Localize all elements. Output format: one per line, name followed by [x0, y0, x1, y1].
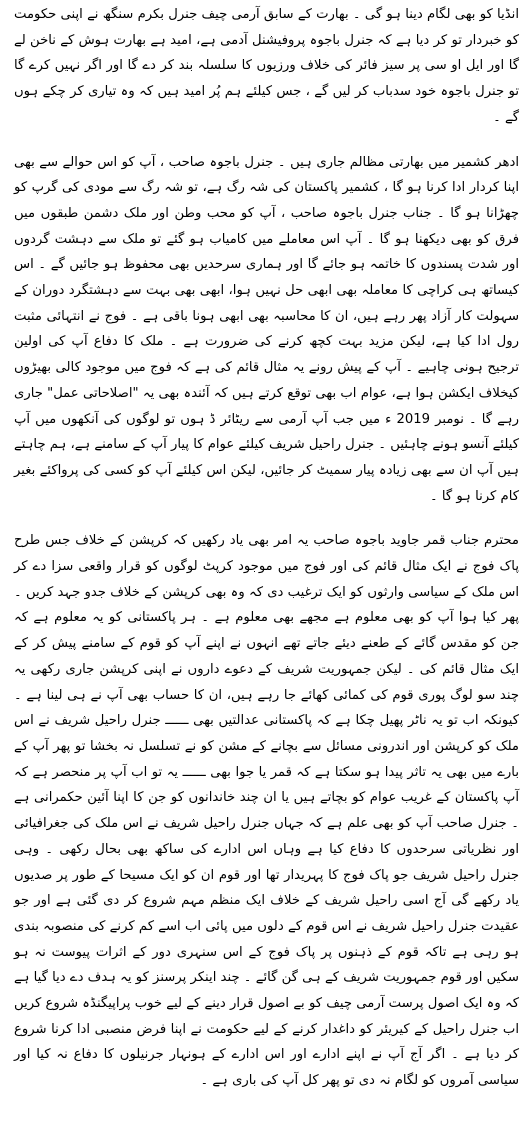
article-paragraph-3: محترم جناب قمر جاوید باجوہ صاحب یہ امر بھی یاد رکھیں کہ کرپشن کے خلاف جس طرح پاک فوج نے ایک مثال قائم کی اور فوج میں موجود کرپٹ لوگوں کو قرار واقعی سزا دے کر اس ملک کے سیاسی وارثوں کو ایک ترغیب دی کہ وہ بھی کرپشن کے خلاف جدو جہد کریں ۔ پھر کیا ہوا آپ کو بھی معلوم ہے مجھے بھی معلوم ہے ۔ ہر پاکستانی کو یہ معلوم ہے کہ جن کو مقدس گائے کے طعنے دیئے جاتے تھے انہوں نے اپنے آپ کو قوم کے سامنے پیش کر کے ایک مثال قائم کی ۔ لیکن جمہوریت شریف کے دعوے داروں نے اپنی کرپشن جاری رکھی یہ چند سو لوگ پوری قوم کی کمائی کھائے جا رہے ہیں، ان کا حساب بھی آپ نے ہی لینا ہے ۔ کیونکہ اب تو یہ ناٹر پھیل چکا ہے کہ پاکستانی عدالتیں بھی ــــــ جنرل راحیل شریف نے اس ملک کو کرپشن اور اندرونی مسائل سے بچانے کے مشن کو نے تسلسل نہ بخشا تو پھر آپ کے بارے میں بھی یہ تاثر پیدا ہو سکتا ہے کہ قمر یا جوا بھی ــــــ یہ تو اب آپ پر منحصر ہے کہ آپ پاکستان کے غریب عوام کو بچاتے ہیں یا ان چند خاندانوں کو جن کا اپنا آئین حکمرانی ہے ۔ جنرل صاحب آپ کو بھی علم ہے کہ جہاں جنرل راحیل شریف نے اس ملک کی جغرافیائی اور نظریاتی سرحدوں کا دفاع کیا ہے وہاں اس ادارے کی ساکھ بھی بحال رکھی ۔ وہی جنرل راحیل شریف جو پاک فوج کا پہریدار تھا اور قوم ان کو ایک مسیحا کے طور پر صدیوں یاد رکھے گی آج اسی راحیل شریف کے خلاف ایک منظم مہم شروع کر دی گئی ہے اور جو عقیدت جنرل راحیل شریف نے اس قوم کے دلوں میں پائی اب اسے کم کرنے کی منصوبہ بندی ہو رہی ہے تاکہ قوم کے ذہنوں پر پاک فوج کے اس سنہری دور کے اثرات پیوست نہ ہو سکیں اور قوم جمہوریت شریف کے ہی گن گائے ۔ چند اینکر پرسنز کو یہ ہدف دے دیا گیا ہے کہ وہ ایک اصول پرست آرمی چیف کو بے اصول قرار دینے کے لیے خوب پراپیگنڈہ شروع کریں اب جنرل راحیل کے کیریئر کو داغدار کرنے کے لیے حکومت نے اپنا فرض منصبی ادا کرنا شروع کر دیا ہے ۔ اگر آج آپ نے اپنے ادارے اور اس ادارے کے ہونہار جرنیلوں کا دفاع نہ کیا اور سیاسی آمروں کو لگام نہ دی تو پھر کل آپ کی باری ہے ۔: [14, 533, 519, 1089]
paragraph-spacer: [14, 509, 519, 528]
article-paragraph-2: ادھر کشمیر میں بھارتی مظالم جاری ہیں ۔ جنرل باجوہ صاحب ، آپ کو اس حوالے سے بھی اپنا کردار ادا کرنا ہو گا ، کشمیر پاکستان کی شہ رگ ہے، تو شہ رگ سے مودی کی گرپ کو چھڑانا ہو گا ۔ جناب جنرل باجوہ صاحب ، آپ کو محب وطن اور ملک دشمن طبقوں میں فرق کو بھی دیکھنا ہو گا ۔ آپ اس معاملے میں کامیاب ہو گئے تو ملک سے دہشت گردوں اور شدت پسندوں کا خاتمہ ہو جائے گا اور ہماری سرحدیں بھی محفوظ ہو جائیں گے ۔ اس کیساتھ ہی کراچی کا معاملہ بھی ابھی حل نہیں ہوا، ابھی بھی بہت سے دہشتگرد دوران کے سہولت کار آزاد پھر رہے ہیں، ان کا محاسبہ بھی ابھی ہونا باقی ہے ۔ فوج نے انتہائی مثبت رول ادا کیا ہے، لیکن مزید بہت کچھ کرنے کی ضرورت ہے ۔ ملک کا دفاع آپ کی اولین ترجیح ہونی چاہیے ۔ آپ کے پیش رونے یہ مثال قائم کی ہے کہ فوج میں موجود کالی بھیڑوں کیخلاف ایکشن ہوا ہے، عوام اب بھی توقع کرتے ہیں کہ آئندہ بھی یہ "اصلاحاتی عمل" جاری رہے گا ۔ نومبر 2019 ء میں جب آپ آرمی سے ریٹائر ڈ ہوں تو لوگوں کی آنکھوں میں آپ کیلئے آنسو ہونے چاہئیں ۔ جنرل راحیل شریف کیلئے عوام کا پیار آپ کے سامنے ہے، ہم چاہتے ہیں آپ ان سے بھی زیادہ پیار سمیٹ کر جائیں، لیکن اس کیلئے آپ کو کسی کی پرواکئے بغیر کام کرنا ہو گا ۔: [14, 154, 519, 504]
paragraph-spacer: [14, 131, 519, 150]
article-paragraph-1: انڈیا کو بھی لگام دینا ہو گی ۔ بھارت کے سابق آرمی چیف جنرل بکرم سنگھ نے اپنی حکومت کو خبردار تو کر دیا ہے کہ جنرل باجوہ پروفیشنل آدمی ہے، امید ہے بھارت ہوش کے ناخن لے گا اور ایل او سی پر سیز فائر کی خلاف ورزیوں کا سلسلہ بند کر دے گا اور اگر نہیں کرے گا تو جنرل باجوہ خود سدباب کر لیں گے ، جس کیلئے ہم پُر امید ہیں کہ وہ تیاری کر چکے ہوں گے ۔: [14, 7, 519, 125]
